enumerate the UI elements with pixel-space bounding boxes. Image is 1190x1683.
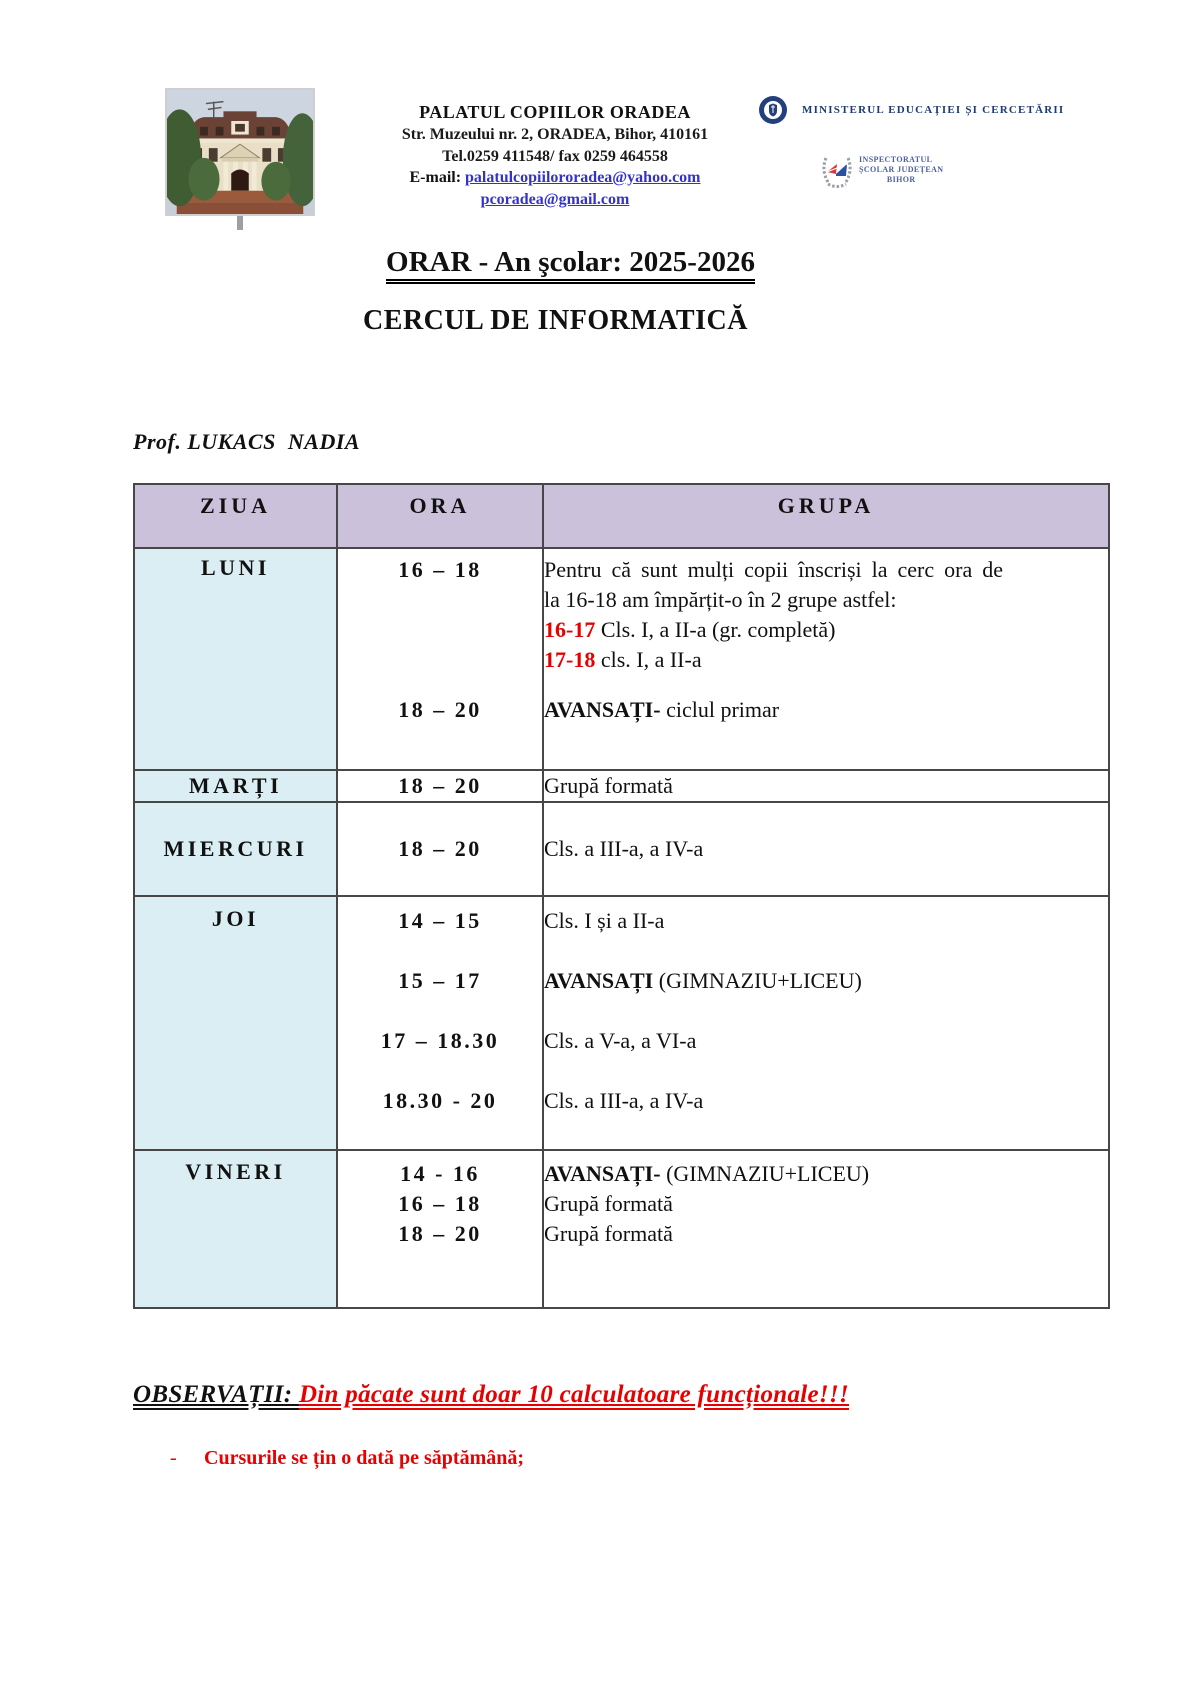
group-text: [544, 1086, 1108, 1146]
column-header-grupa: GRUPA: [543, 484, 1109, 548]
table-row: [134, 896, 1109, 1150]
time-slot: 18 – 20: [398, 773, 482, 798]
inspectorate-line-1: INSPECTORATUL: [859, 155, 933, 164]
group-text: [544, 771, 1108, 801]
table-row: [134, 802, 1109, 896]
day-cell: MIERCURI: [134, 802, 337, 896]
time-slot: 14 – 15: [398, 908, 482, 933]
email-label: E-mail:: [409, 169, 466, 186]
time-slot: 17 – 18.30: [380, 1028, 500, 1053]
group-text: [544, 1026, 1108, 1086]
palace-illustration: [167, 90, 313, 214]
professor-name: Prof. LUKACS NADIA: [133, 429, 361, 454]
time-slot: 16 – 18: [398, 1191, 482, 1216]
document-subtitle: CERCUL DE INFORMATICĂ: [363, 305, 748, 336]
group-text: [544, 1219, 1108, 1249]
bullet-dash: -: [170, 1447, 177, 1469]
group-segment: AVANSAȚI-: [544, 1161, 661, 1186]
inspectorate-line-2: ȘCOLAR JUDEȚEAN: [859, 165, 944, 174]
bullet-note: [170, 1447, 524, 1470]
letterhead: [320, 101, 790, 210]
time-cell: [337, 770, 543, 802]
table-row: [134, 548, 1109, 770]
group-segment: Cls. I și a II-a: [544, 908, 665, 933]
group-text: [544, 1189, 1108, 1219]
table-row: [134, 770, 1109, 802]
photo-lamp-post: [237, 216, 243, 230]
group-cell: [543, 548, 1109, 770]
group-cell: [543, 896, 1109, 1150]
table-row: [134, 1150, 1109, 1308]
time-cell: [337, 896, 543, 1150]
group-segment: Cls. a III-a, a IV-a: [544, 1088, 704, 1113]
observations-line: [133, 1381, 849, 1409]
inspectorate-label: [859, 155, 943, 185]
time-cell: [337, 1150, 543, 1308]
group-segment: AVANSAȚI-: [544, 697, 661, 722]
org-name: PALATUL COPIILOR ORADEA: [419, 102, 691, 122]
time-cell: [337, 548, 543, 770]
org-address: Str. Muzeului nr. 2, ORADEA, Bihor, 410161: [401, 126, 709, 143]
ministry-seal-icon: [758, 95, 788, 125]
time-cell: [337, 802, 543, 896]
group-text: [544, 966, 1108, 1026]
group-segment: Cls. a III-a, a IV-a: [544, 836, 704, 861]
document-title-text: ORAR - An şcolar: 2025-2026: [386, 246, 755, 284]
email-link-gmail[interactable]: pcoradea@gmail.com: [480, 190, 630, 208]
inspectorate-wreath-icon: [820, 150, 854, 190]
day-cell: LUNI: [134, 548, 337, 770]
bullet-text: Cursurile se țin o dată pe săptămână;: [204, 1447, 525, 1469]
document-title: [133, 246, 1008, 279]
group-segment: Cls. I, a II-a (gr. completă): [595, 617, 836, 642]
time-slot: 15 – 17: [398, 968, 482, 993]
email-line-2: [320, 189, 790, 211]
group-segment: 17-18: [544, 647, 596, 672]
time-slot: 18.30 - 20: [382, 1088, 498, 1113]
group-segment: ciclul primar: [660, 697, 780, 722]
group-segment: Grupă formată: [544, 773, 673, 798]
time-slot: 14 - 16: [400, 1161, 480, 1186]
group-cell: [543, 1150, 1109, 1308]
group-text: [544, 906, 1108, 966]
building-photo-icon: [165, 88, 315, 216]
schedule-table: [133, 483, 1110, 1309]
group-segment: Grupă formată: [544, 1221, 673, 1246]
group-cell: [543, 802, 1109, 896]
inspectorate-line-3: BIHOR: [886, 175, 916, 184]
observations-text: Din păcate sunt doar 10 calculatoare funcționale!!!: [298, 1381, 850, 1408]
time-slot: 16 – 18: [398, 557, 482, 582]
org-phone: Tel.0259 411548/ fax 0259 464558: [442, 147, 668, 165]
group-segment: (GIMNAZIU+LICEU): [653, 968, 862, 993]
time-slot: 18 – 20: [398, 697, 482, 722]
schedule-table-body: [134, 484, 1109, 1308]
group-text: [544, 1159, 1108, 1189]
column-header-ziua: ZIUA: [134, 484, 337, 548]
time-slot: 18 – 20: [398, 836, 482, 861]
group-segment: la 16-18 am împărțit-o în 2 grupe astfel:: [544, 587, 897, 612]
group-text: [544, 834, 1108, 864]
group-cell: [543, 770, 1109, 802]
group-text: [544, 555, 1108, 695]
day-cell: JOI: [134, 896, 337, 1150]
group-segment: AVANSAȚI: [544, 968, 654, 993]
observations-label: OBSERVAȚII:: [133, 1381, 299, 1408]
day-cell: VINERI: [134, 1150, 337, 1308]
column-header-ora: ORA: [337, 484, 543, 548]
group-segment: (GIMNAZIU+LICEU): [660, 1161, 870, 1186]
email-link-yahoo[interactable]: palatulcopiilororadea@yahoo.com: [465, 169, 701, 186]
inspectorate-logo-row: [820, 150, 943, 190]
group-segment: Grupă formată: [544, 1191, 673, 1216]
group-text: [544, 695, 1108, 725]
group-segment: 16-17: [544, 617, 596, 642]
group-segment: Cls. a V-a, a VI-a: [544, 1028, 697, 1053]
day-cell: MARȚI: [134, 770, 337, 802]
group-segment: cls. I, a II-a: [595, 647, 702, 672]
ministry-logo-row: [758, 95, 1064, 125]
email-line-1: [320, 167, 790, 189]
group-segment: Pentru că sunt mulți copii înscriși la cerc ora de: [544, 557, 1003, 582]
time-slot: 18 – 20: [398, 1221, 482, 1246]
ministry-label: MINISTERUL EDUCAȚIEI ȘI CERCETĂRII: [802, 104, 1065, 116]
table-header-row: [134, 484, 1109, 548]
